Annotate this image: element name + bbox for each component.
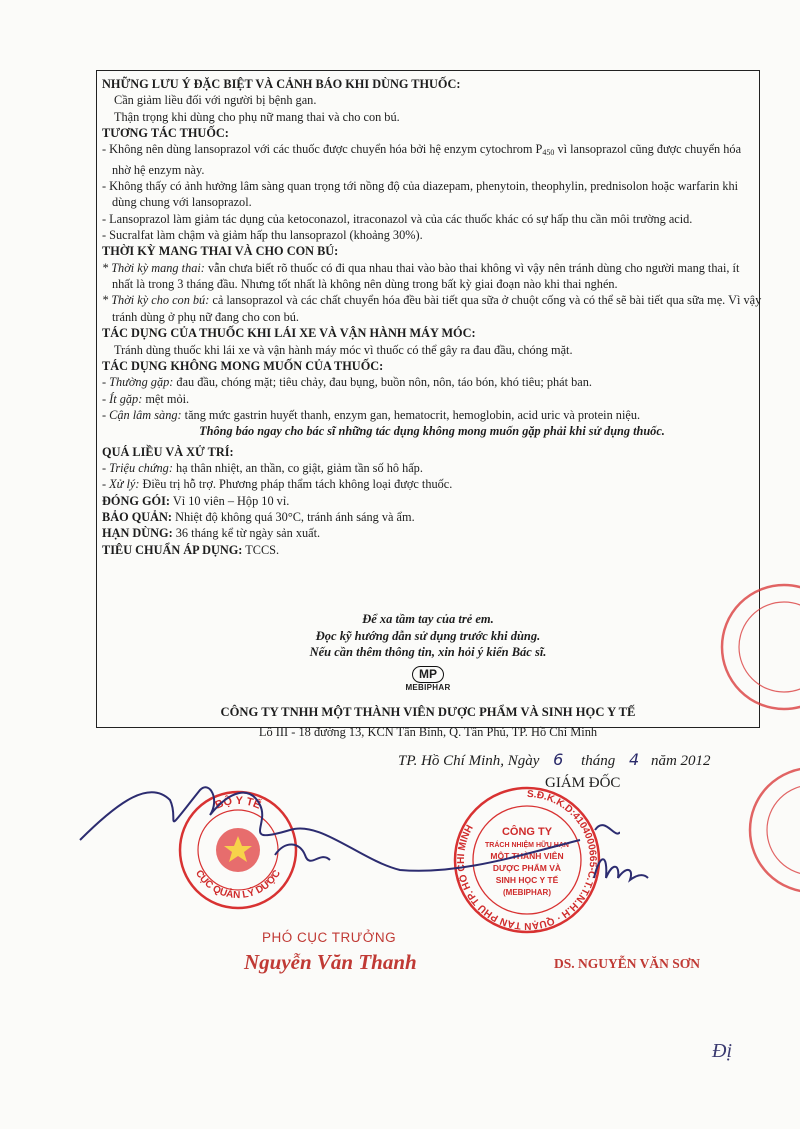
warnings-line: Cần giảm liều đối với người bị bệnh gan.	[114, 93, 317, 108]
edge-stamp-bottom	[740, 755, 800, 905]
interactions-item-2: - Không thấy có ảnh hưởng lâm sàng quan trọng tới nồng độ của diazepam, phenytoin, theophylin, prednisolon hoặc warfarin khi dùng chung với lansoprazol.	[102, 179, 739, 210]
edge-stamp-top	[712, 572, 800, 722]
side-effects-title: TÁC DỤNG KHÔNG MONG MUỐN CỦA THUỐC:	[102, 358, 384, 373]
director-title: GIÁM ĐỐC	[545, 775, 621, 791]
subscript: 450	[542, 148, 555, 158]
leaflet-content	[102, 76, 762, 558]
company-address: Lô III - 18 đường 13, KCN Tân Bình, Q. Tân Phú, TP. Hồ Chí Minh	[258, 725, 598, 739]
overdose-treatment: - Xử lý: Điều trị hỗ trợ. Phương pháp thẩm tách không loại được thuốc.	[102, 477, 453, 492]
expiry: HẠN DÙNG: 36 tháng kể từ ngày sản xuất.	[102, 526, 321, 541]
interactions-item-4: - Sucralfat làm chậm và giảm hấp thu lansoprazol (khoảng 30%).	[102, 228, 423, 243]
advice-line: Đọc kỹ hướng dẫn sử dụng trước khi dùng.	[315, 628, 541, 643]
left-signatory-name: Nguyễn Văn Thanh	[244, 950, 417, 974]
right-signatory-name: DS. NGUYỄN VĂN SƠN	[554, 956, 701, 971]
stamp-line: TRÁCH NHIỆM HỮU HẠN	[485, 842, 569, 849]
side-effects-rare: - Ít gặp: mệt mỏi.	[102, 391, 190, 406]
pregnancy-paragraph: * Thời kỳ mang thai: vẫn chưa biết rõ thuốc có đi qua nhau thai vào bào thai không vì vậy nên tránh dùng cho người mang thai, ít nhất là trong 3 tháng đầu. Nhưng tốt nhất là không nên dùng trong bất kỳ giai đoạn nào khi thai nghén.	[102, 260, 740, 292]
warnings-line: Thận trọng khi dùng cho phụ nữ mang thai và cho con bú.	[114, 109, 400, 124]
interactions-title: TƯƠNG TÁC THUỐC:	[102, 126, 229, 141]
advice-block	[96, 611, 760, 661]
stamp-line: CÔNG TY	[501, 826, 553, 838]
breastfeeding-paragraph: * Thời kỳ cho con bú: cả lansoprazol và các chất chuyển hóa đều bài tiết qua sữa ở chuột cống và có thể sẽ bài tiết qua sữa mẹ. Vì vậy tránh dùng ở phụ nữ đang cho con bú.	[102, 293, 762, 324]
interactions-item-1: - Không nên dùng lansoprazol với các thuốc được chuyển hóa bởi hệ enzym cytochrom $P_{450}$ vì lansoprazol cũng được chuyển hóa nhờ hệ enzym này.	[102, 142, 742, 177]
driving-text: Tránh dùng thuốc khi lái xe và vận hành máy móc vì thuốc có thể gây ra đau đầu, chóng mặt.	[114, 342, 573, 357]
company-logo	[398, 665, 458, 692]
stamp-line: (MEBIPHAR)	[503, 888, 551, 897]
stamp-bottom-text: CỤC QUẢN LÝ DƯỢC	[192, 868, 284, 902]
left-signatory-title: PHÓ CỤC TRƯỞNG	[262, 930, 397, 945]
handwritten-month: 4	[629, 750, 640, 769]
side-effects-common: - Thường gặp: đau đầu, chóng mặt; tiêu chảy, đau bụng, buồn nôn, nôn, táo bón, khó tiêu; phát ban.	[102, 375, 592, 390]
director-signature	[590, 848, 650, 888]
signatures	[60, 760, 620, 900]
warnings-title: NHỮNG LƯU Ý ĐẶC BIỆT VÀ CẢNH BÁO KHI DÙNG THUỐC:	[102, 77, 461, 91]
page-mark: Đị	[712, 1040, 732, 1062]
advice-line: Nếu cần thêm thông tin, xin hỏi ý kiến Bác sĩ.	[309, 645, 547, 659]
interactions-item-3: - Lansoprazol làm giảm tác dụng của ketoconazol, itraconazol và của các thuốc khác có sự hấp thu cần môi trường acid.	[102, 211, 693, 226]
packaging: ĐÓNG GÓI: Vỉ 10 viên – Hộp 10 vỉ.	[102, 493, 290, 508]
handwritten-day: 6	[553, 750, 564, 769]
logo-mark: MP	[412, 666, 444, 683]
advice-line: Để xa tầm tay của trẻ em.	[362, 612, 494, 626]
side-effects-notice: Thông báo ngay cho bác sĩ những tác dụng không mong muốn gặp phải khi sử dụng thuốc.	[199, 424, 665, 439]
stamp-ring-text: S.Đ.K.K.D:4104000665-C.T.T.N.H.H · QUẬN TÂN PHÚ TP. HỒ CHÍ MINH	[455, 788, 598, 932]
driving-title: TÁC DỤNG CỦA THUỐC KHI LÁI XE VÀ VẬN HÀNH MÁY MÓC:	[102, 326, 476, 341]
stamp-line: SINH HỌC Y TẾ	[495, 875, 559, 885]
stamp-top-text: BỘ Y TẾ	[213, 794, 263, 812]
overdose-symptoms: - Triệu chứng: hạ thân nhiệt, an thần, co giật, giảm tần số hô hấp.	[102, 460, 423, 475]
stamp-line: DƯỢC PHẨM VÀ	[492, 863, 562, 873]
company-name: CÔNG TY TNHH MỘT THÀNH VIÊN DƯỢC PHẨM VÀ SINH HỌC Y TẾ	[220, 705, 636, 719]
stamp-line: MỘT THÀNH VIÊN	[490, 851, 564, 861]
pregnancy-title: THỜI KỲ MANG THAI VÀ CHO CON BÚ:	[102, 244, 339, 259]
logo-name: MEBIPHAR	[405, 683, 451, 692]
overdose-title: QUÁ LIỀU VÀ XỬ TRÍ:	[102, 444, 234, 459]
date-line: TP. Hồ Chí Minh, Ngày 6 tháng 4 năm 2012	[398, 750, 711, 769]
storage: BẢO QUẢN: Nhiệt độ không quá 30°C, tránh ánh sáng và ẩm.	[102, 509, 415, 524]
side-effects-lab: - Cận lâm sàng: tăng mức gastrin huyết thanh, enzym gan, hematocrit, hemoglobin, acid uric và protein niệu.	[102, 407, 641, 422]
standard: TIÊU CHUẨN ÁP DỤNG: TCCS.	[102, 542, 280, 557]
